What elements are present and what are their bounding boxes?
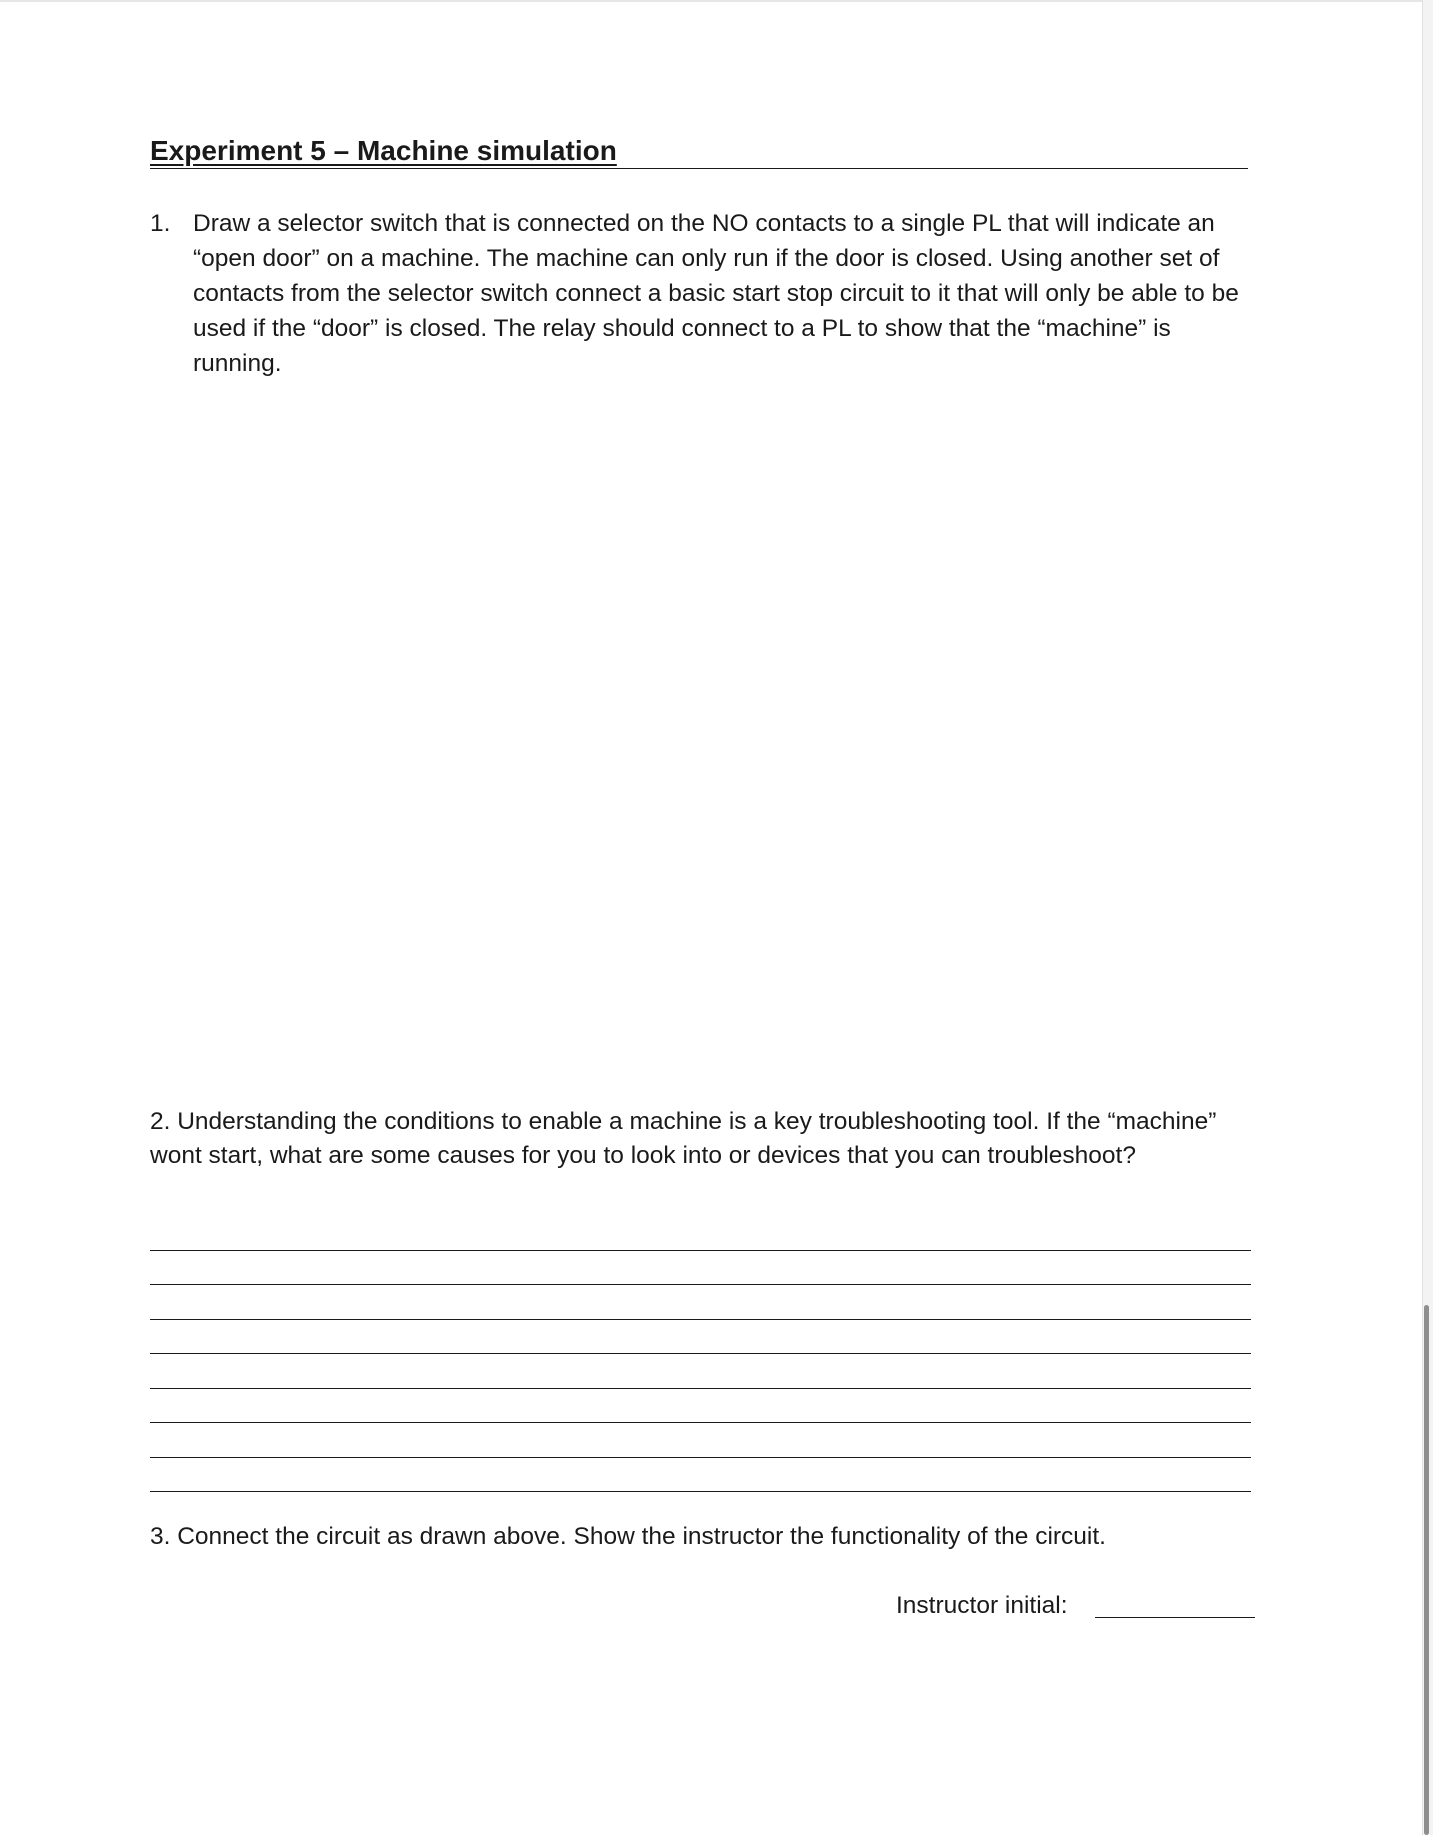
answer-line[interactable] — [150, 1320, 1251, 1355]
instructor-initial-label: Instructor initial: — [896, 1592, 1068, 1619]
question-3-text: 3. Connect the circuit as drawn above. Show the instructor the functionality of the circuit. — [150, 1523, 1106, 1550]
question-2-answer-lines — [150, 1216, 1251, 1492]
answer-line[interactable] — [150, 1251, 1251, 1286]
instructor-initial-field[interactable] — [1095, 1617, 1255, 1618]
answer-line[interactable] — [150, 1354, 1251, 1389]
experiment-title: Experiment 5 – Machine simulation — [150, 134, 1248, 169]
question-1 — [150, 206, 1250, 381]
question-2-text: 2. Understanding the conditions to enable a machine is a key troubleshooting tool. If the “machine” wont start, what are some causes for you to look into or devices that you can troubleshoot? — [150, 1108, 1217, 1169]
answer-line[interactable] — [150, 1285, 1251, 1320]
answer-line[interactable] — [150, 1423, 1251, 1458]
answer-line[interactable] — [150, 1389, 1251, 1424]
answer-line[interactable] — [150, 1458, 1251, 1493]
question-1-text: Draw a selector switch that is connected on the NO contacts to a single PL that will indicate an “open door” on a machine. The machine can only run if the door is closed. Using another set of contacts from the selector switch connect a basic start stop circuit to it that will only be able to be used if the “door” is closed. The relay should connect to a PL to show that the “machine” is running. — [193, 210, 1239, 377]
vertical-scrollbar-thumb[interactable] — [1424, 1305, 1429, 1835]
page-top-edge — [0, 0, 1422, 2]
answer-line[interactable] — [150, 1216, 1251, 1251]
question-1-number: 1. — [150, 210, 171, 237]
